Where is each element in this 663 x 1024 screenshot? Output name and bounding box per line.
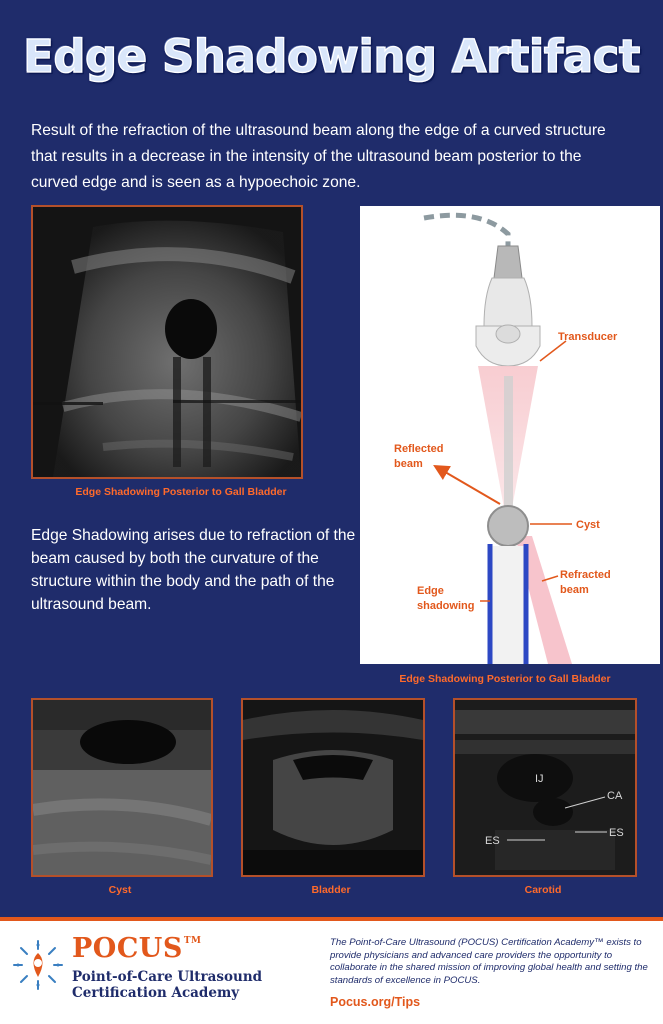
academy-line-2: Certification Academy <box>72 985 240 1001</box>
transducer-probe <box>476 246 540 366</box>
cyst-label: Cyst <box>576 519 600 531</box>
pocus-brand: POCUS™ <box>72 933 202 964</box>
pocus-tips-link[interactable]: Pocus.org/Tips <box>330 995 421 1009</box>
pocus-logo-icon <box>12 939 64 991</box>
bladder-ultrasound-graphic <box>243 700 423 875</box>
reflected-beam-label-2: beam <box>394 458 423 470</box>
es-left-label: ES <box>485 835 500 847</box>
es-right-label: ES <box>609 827 624 839</box>
refraction-diagram <box>360 206 660 664</box>
diagram-caption: Edge Shadowing Posterior to Gall Bladder <box>399 673 611 685</box>
carotid-ultrasound-image <box>453 698 637 877</box>
gallbladder-ultrasound-graphic <box>33 207 301 477</box>
academy-description: The Point-of-Care Ultrasound (POCUS) Certification Academy™ exists to provide physicians and advanced care providers the opportunity to collaborate in the shared mission of improving global health and setting the standards of excellence in POCUS. <box>330 937 648 986</box>
refracted-beam-label-2: beam <box>560 584 589 596</box>
transducer-cable <box>424 215 508 246</box>
cyst-caption: Cyst <box>108 884 132 896</box>
transducer-pointer <box>540 341 566 361</box>
academy-line-1: Point-of-Care Ultrasound <box>72 969 263 985</box>
trademark-mark: TM <box>183 936 202 946</box>
academy-name <box>72 969 262 1001</box>
footer <box>0 917 663 1024</box>
reflected-beam-arrow <box>440 469 500 504</box>
cyst-circle <box>488 506 528 546</box>
ca-label: CA <box>607 790 623 802</box>
carotid-ultrasound-graphic <box>455 700 635 875</box>
reflected-beam-label: Reflected <box>394 443 444 455</box>
transducer-label: Transducer <box>558 331 618 343</box>
intro-text: Result of the refraction of the ultrasound beam along the edge of a curved structure that results in a decrease in the intensity of the ultrasound beam posterior to the curved edge and is seen as a hypoechoic zone. <box>31 122 606 191</box>
edge-shadow-band <box>492 546 526 664</box>
explanation-text: Edge Shadowing arises due to refraction of the beam caused by both the curvature of the structure within the body and the path of the ultrasound beam. <box>31 527 356 613</box>
edge-shadowing-label-2: shadowing <box>417 600 475 612</box>
page-title: Edge Shadowing Artifact <box>23 30 640 83</box>
cyst-ultrasound-image <box>31 698 213 877</box>
refracted-beam-label: Refracted <box>560 569 611 581</box>
gallbladder-ultrasound-image <box>31 205 303 479</box>
ij-label: IJ <box>535 773 544 785</box>
main-image-caption: Edge Shadowing Posterior to Gall Bladder <box>75 486 287 498</box>
bladder-ultrasound-image <box>241 698 425 877</box>
carotid-caption: Carotid <box>524 884 562 896</box>
refraction-diagram-graphic <box>360 206 660 664</box>
cyst-ultrasound-graphic <box>33 700 211 875</box>
edge-shadowing-label: Edge <box>417 585 444 597</box>
bladder-caption: Bladder <box>311 884 351 896</box>
